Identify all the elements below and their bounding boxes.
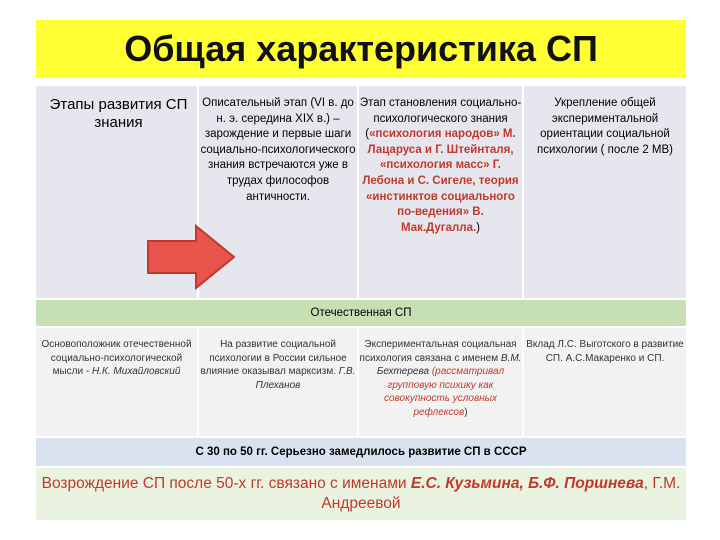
revival-tail: , Г.М. Андреевой xyxy=(321,475,681,512)
stages-row xyxy=(36,86,686,298)
revival-text: Возрождение СП после 50-х гг. связано с именами xyxy=(41,475,411,492)
domestic-vygotsky xyxy=(524,328,686,436)
stage-descriptive-text: Описательный этап (VI в. до н. э. середина XIX в.) – зарождение и первые шаги социально-психологического знания встречаются уже в трудах философов античности. xyxy=(200,97,356,203)
stages-label: Этапы развития СП знания xyxy=(49,96,188,131)
stage-formation-theories: «психология народов» М. Лацаруса и Г. Штейнталя, «психология масс» Г. Лебона и С. Сигеле, теория «инстинктов социального по-ведения» В. Мак.Дугалла. xyxy=(362,128,519,234)
domestic-founder-name: Н.К. Михайловский xyxy=(91,366,181,377)
domestic-experimental-name: В.М. Бехтерева xyxy=(376,352,522,377)
domestic-experimental-note: (рассматривал групповую психику как совокупность условных рефлексов xyxy=(383,366,505,418)
domestic-experimental-text: Экспериментальная социальная психология связана с именем xyxy=(359,339,517,364)
stages-label-cell xyxy=(36,86,199,298)
domestic-row xyxy=(36,328,686,436)
stage-formation-close: ) xyxy=(476,221,481,234)
slide-title xyxy=(36,20,686,78)
revival-footer xyxy=(36,468,686,520)
revival-names: Е.С. Кузьмина, Б.Ф. Поршнева xyxy=(410,475,644,492)
slide-title-text: Общая характеристика СП xyxy=(124,28,598,69)
domestic-vygotsky-text: Вклад Л.С. Выготского в развитие СП. А.С.Макаренко и СП. xyxy=(526,339,684,364)
domestic-band xyxy=(36,300,686,326)
characteristics-table xyxy=(36,86,686,520)
slowdown-band-text: С 30 по 50 гг. Серьезно замедлилось развитие СП в СССР xyxy=(195,446,527,458)
domestic-experimental-close: ) xyxy=(464,406,468,418)
domestic-marxism-name: Г.В. Плеханов xyxy=(255,366,356,391)
right-arrow-icon xyxy=(146,224,236,290)
domestic-band-text: Отечественная СП xyxy=(310,307,412,319)
stage-formation xyxy=(359,86,524,298)
domestic-marxism xyxy=(199,328,359,436)
slowdown-band xyxy=(36,438,686,466)
stage-formation-text: Этап становления социально-психологического знания ( xyxy=(359,97,522,141)
domestic-marxism-text: На развитие социальной психологии в России сильное влияние оказывал марксизм. xyxy=(200,339,347,377)
domestic-experimental xyxy=(359,328,524,436)
domestic-founder xyxy=(36,328,199,436)
stage-experimental xyxy=(524,86,686,298)
stage-experimental-text: Укрепление общей экспериментальной ориентации социальной психологии ( после 2 МВ) xyxy=(536,97,673,156)
domestic-founder-text: Основоположник отечественной социально-психологической мысли - xyxy=(41,339,192,377)
